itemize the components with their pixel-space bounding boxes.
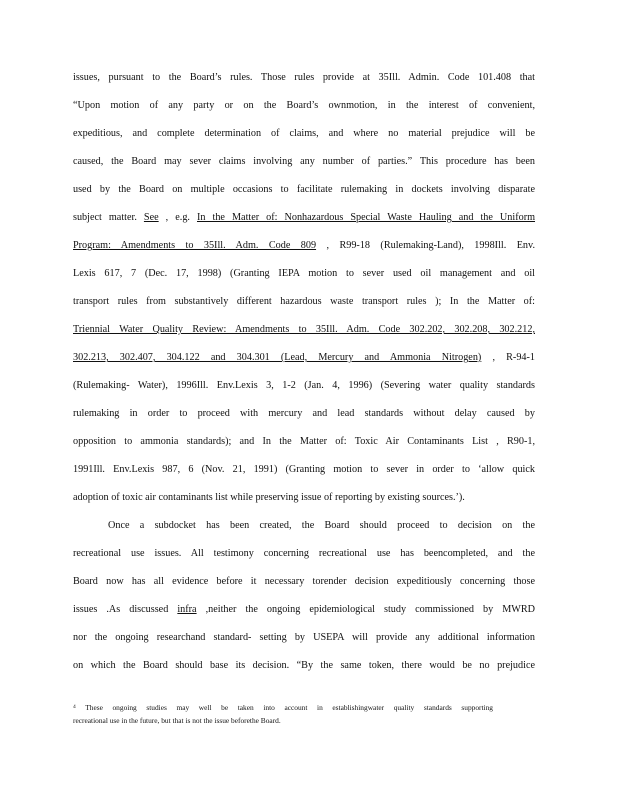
body-line [73, 351, 535, 365]
case-title: Program: Amendments to 35Ill. Adm. Code 809 [73, 240, 317, 251]
body-line [73, 239, 535, 253]
body-line: recreational use issues. All testimony concerning recreational use has beencompleted, and the [73, 548, 535, 559]
body-line: expeditious, and complete determination of claims, and where no material prejudice will be [73, 128, 535, 139]
body-text: opposition to ammonia standards); and In the Matter of: Toxic Air Contaminants List [73, 436, 488, 447]
case-title: In the Matter of: Nonhazardous Special Waste Hauling and the Uniform [197, 212, 536, 223]
body-text: , e.g. [165, 212, 190, 223]
body-line [73, 603, 535, 617]
body-line: caused, the Board may sever claims involving any number of parties.” This procedure has been [73, 156, 535, 167]
body-line: adoption of toxic air contaminants list while preserving issue of reporting by existing sources.’). [73, 492, 465, 503]
body-line: used by the Board on multiple occasions to facilitate rulemaking in dockets involving disparate [73, 184, 535, 195]
footnote [73, 703, 493, 712]
body-line: on which the Board should base its decision. “By the same token, there would be no prejudice [73, 660, 535, 671]
infra-signal: infra [177, 604, 197, 615]
body-text: , R99-18 (Rulemaking-Land), 1998Ill. Env. [326, 240, 535, 251]
body-line: “Upon motion of any party or on the Board’s ownmotion, in the interest of convenient, [73, 100, 535, 111]
footnote-text: These ongoing studies may well be taken into account in establishingwater quality standards supporting [85, 703, 493, 712]
body-line: rulemaking in order to proceed with mercury and lead standards without delay caused by [73, 408, 535, 419]
footnote-line: recreational use in the future, but that is not the issue beforethe Board. [73, 716, 281, 725]
body-text: subject matter. [73, 212, 137, 223]
paragraph-start: Once a subdocket has been created, the Board should proceed to decision on the [108, 520, 535, 531]
footnote-marker: 4 [73, 704, 76, 710]
body-line: Lexis 617, 7 (Dec. 17, 1998) (Granting IEPA motion to sever used oil management and oil [73, 268, 535, 279]
body-line: (Rulemaking- Water), 1996Ill. Env.Lexis 3, 1-2 (Jan. 4, 1996) (Severing water quality standards [73, 380, 535, 391]
body-text: ,neither the ongoing epidemiological study commissioned by MWRD [205, 604, 536, 615]
body-line [73, 435, 535, 449]
see-signal: See [143, 212, 159, 223]
body-line: issues, pursuant to the Board’s rules. Those rules provide at 35Ill. Admin. Code 101.408 that [73, 72, 535, 83]
body-line: nor the ongoing researchand standard- setting by USEPA will provide any additional information [73, 632, 535, 643]
body-text: , R90-1, [496, 436, 535, 447]
body-line: Board now has all evidence before it necessary torender decision expeditiously concerning those [73, 576, 535, 587]
body-line: transport rules from substantively different hazardous waste transport rules ); In the Matter of: [73, 296, 535, 307]
body-text: issues .As discussed [73, 604, 169, 615]
body-line: 1991Ill. Env.Lexis 987, 6 (Nov. 21, 1991) (Granting motion to sever in order to ‘allow quick [73, 464, 535, 475]
case-title: Triennial Water Quality Review: Amendments to 35Ill. Adm. Code 302.202, 302.208, 302.212, [73, 324, 535, 335]
body-text: , R-94-1 [492, 352, 535, 363]
body-line [73, 211, 535, 225]
case-title: 302.213, 302.407, 304.122 and 304.301 (Lead, Mercury and Ammonia Nitrogen) [73, 352, 482, 363]
